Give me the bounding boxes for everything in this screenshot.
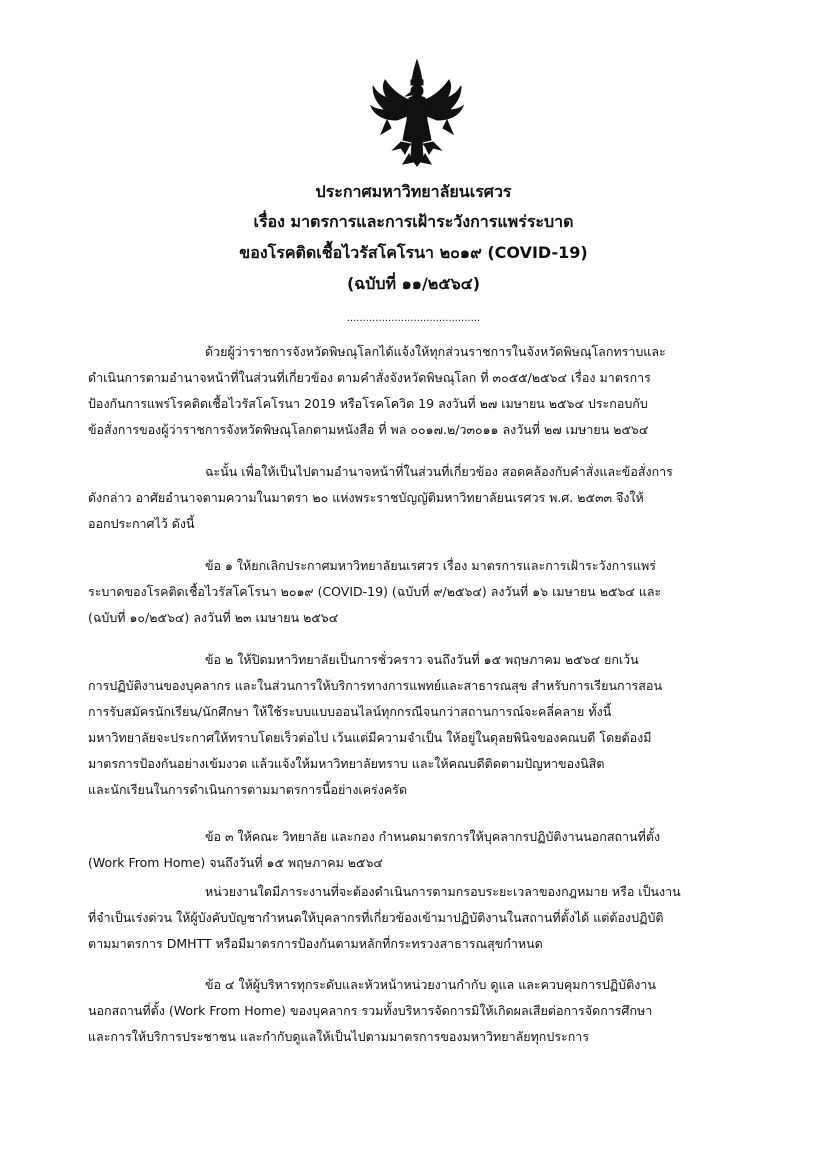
- paragraph-line: ป้องกันการแพร่โรคติดเชื้อไวรัสโคโรนา 2019 หรือโรคโควิด 19 ลงวันที่ ๒๗ เมษายน ๒๕๖๔ ประกอบกับ: [88, 396, 648, 411]
- paragraph-line: หน่วยงานใดมีภาระงานที่จะต้องดำเนินการตามกรอบระยะเวลาของกฎหมาย หรือ เป็นงาน: [205, 884, 681, 899]
- paragraph-line: ฉะนั้น เพื่อให้เป็นไปตามอำนาจหน้าที่ในส่วนที่เกี่ยวข้อง สอดคล้องกับคำสั่งและข้อสั่งการ: [205, 464, 673, 479]
- paragraph-line: ที่จำเป็นเร่งด่วน ให้ผู้บังคับบัญชากำหนดให้บุคลากรที่เกี่ยวข้องเข้ามาปฏิบัติงานในสถานที่ตั้งได้ แต่ต้องปฏิบัติ: [88, 910, 664, 925]
- paragraph-intro: [88, 339, 734, 443]
- clause-2: [88, 647, 734, 803]
- paragraph-line: (ฉบับที่ ๑๐/๒๕๖๔) ลงวันที่ ๒๓ เมษายน ๒๕๖๔: [88, 610, 339, 625]
- announcement-issue-number: (ฉบับที่ ๑๑/๒๕๖๔): [346, 274, 481, 293]
- paragraph-authority: [88, 459, 734, 537]
- paragraph-line: ข้อ ๓ ให้คณะ วิทยาลัย และกอง กำหนดมาตรการให้บุคลากรปฏิบัติงานนอกสถานที่ตั้ง: [205, 829, 661, 844]
- clause-1: [88, 553, 734, 631]
- paragraph-line: และการให้บริการประชาชน และกำกับดูแลให้เป็นไปตามมาตรการของมหาวิทยาลัยทุกประการ: [88, 1029, 590, 1044]
- paragraph-line: มาตรการป้องกันอย่างเข้มงวด แล้วแจ้งให้มหาวิทยาลัยทราบ และให้คณบดีติดตามปัญหาของนิสิต: [88, 756, 605, 771]
- paragraph-line: ออกประกาศไว้ ดังนี้: [88, 516, 195, 531]
- paragraph-line: (Work From Home) จนถึงวันที่ ๑๕ พฤษภาคม ๒๕๖๔: [88, 855, 383, 870]
- announcement-title: ประกาศมหาวิทยาลัยนเรศวร: [315, 182, 512, 201]
- announcement-subject: เรื่อง มาตรการและการเฝ้าระวังการแพร่ระบาด: [253, 212, 574, 231]
- clause-3: [88, 824, 734, 876]
- paragraph-line: มหาวิทยาลัยจะประกาศให้ทราบโดยเร็วต่อไป เว้นแต่มีความจำเป็น ให้อยู่ในดุลยพินิจของคณบดี โดยต้องมี: [88, 730, 652, 745]
- paragraph-line: นอกสถานที่ตั้ง (Work From Home) ของบุคลากร รวมทั้งบริหารจัดการมิให้เกิดผลเสียต่อการจัดการศึกษา: [88, 1003, 653, 1018]
- paragraph-line: การปฏิบัติงานของบุคลากร และในส่วนการให้บริการทางการแพทย์และสาธารณสุข สำหรับการเรียนการสอน: [88, 678, 662, 693]
- paragraph-line: ระบาดของโรคติดเชื้อไวรัสโคโรนา ๒๐๑๙ (COVID-19) (ฉบับที่ ๙/๒๕๖๔) ลงวันที่ ๑๖ เมษายน ๒๕๖๔ และ: [88, 584, 662, 599]
- paragraph-line: และนักเรียนในการดำเนินการตามมาตรการนี้อย่างเคร่งครัด: [88, 782, 408, 797]
- paragraph-line: ด้วยผู้ว่าราชการจังหวัดพิษณุโลกได้แจ้งให้ทุกส่วนราชการในจังหวัดพิษณุโลกทราบและ: [205, 344, 666, 359]
- garuda-emblem-icon: [367, 58, 467, 168]
- clause-3-exception: [88, 879, 734, 957]
- announcement-subject-cont: ของโรคติดเชื้อไวรัสโคโรนา ๒๐๑๙ (COVID-19): [239, 243, 588, 262]
- paragraph-line: ข้อสั่งการของผู้ว่าราชการจังหวัดพิษณุโลกตามหนังสือ ที่ พล ๐๐๑๗.๒/ว๓๐๑๑ ลงวันที่ ๒๗ เมษายน ๒๕๖๔: [88, 422, 649, 437]
- clause-4: [88, 972, 734, 1050]
- separator-line: ..........................................: [346, 313, 481, 324]
- paragraph-line: ดังกล่าว อาศัยอำนาจตามความในมาตรา ๒๐ แห่งพระราชบัญญัติมหาวิทยาลัยนเรศวร พ.ศ. ๒๕๓๓ จึงให้: [88, 490, 644, 505]
- paragraph-line: การรับสมัครนักเรียน/นักศึกษา ให้ใช้ระบบแบบออนไลน์ทุกกรณีจนกว่าสถานการณ์จะคลี่คลาย ทั้งนี้: [88, 704, 612, 719]
- paragraph-line: ดำเนินการตามอำนาจหน้าที่ในส่วนที่เกี่ยวข้อง ตามคำสั่งจังหวัดพิษณุโลก ที่ ๓๐๕๕/๒๕๖๔ เรื่อง มาตรการ: [88, 370, 651, 385]
- paragraph-line: ข้อ ๒ ให้ปิดมหาวิทยาลัยเป็นการชั่วคราว จนถึงวันที่ ๑๕ พฤษภาคม ๒๕๖๔ ยกเว้น: [205, 652, 639, 667]
- paragraph-line: ข้อ ๔ ให้ผู้บริหารทุกระดับและหัวหน้าหน่วยงานกำกับ ดูแล และควบคุมการปฏิบัติงาน: [205, 977, 656, 992]
- paragraph-line: ข้อ ๑ ให้ยกเลิกประกาศมหาวิทยาลัยนเรศวร เรื่อง มาตรการและการเฝ้าระวังการแพร่: [205, 558, 656, 573]
- paragraph-line: ตามมาตรการ DMHTT หรือมีมาตรการป้องกันตามหลักที่กระทรวงสาธารณสุขกำหนด: [88, 936, 543, 951]
